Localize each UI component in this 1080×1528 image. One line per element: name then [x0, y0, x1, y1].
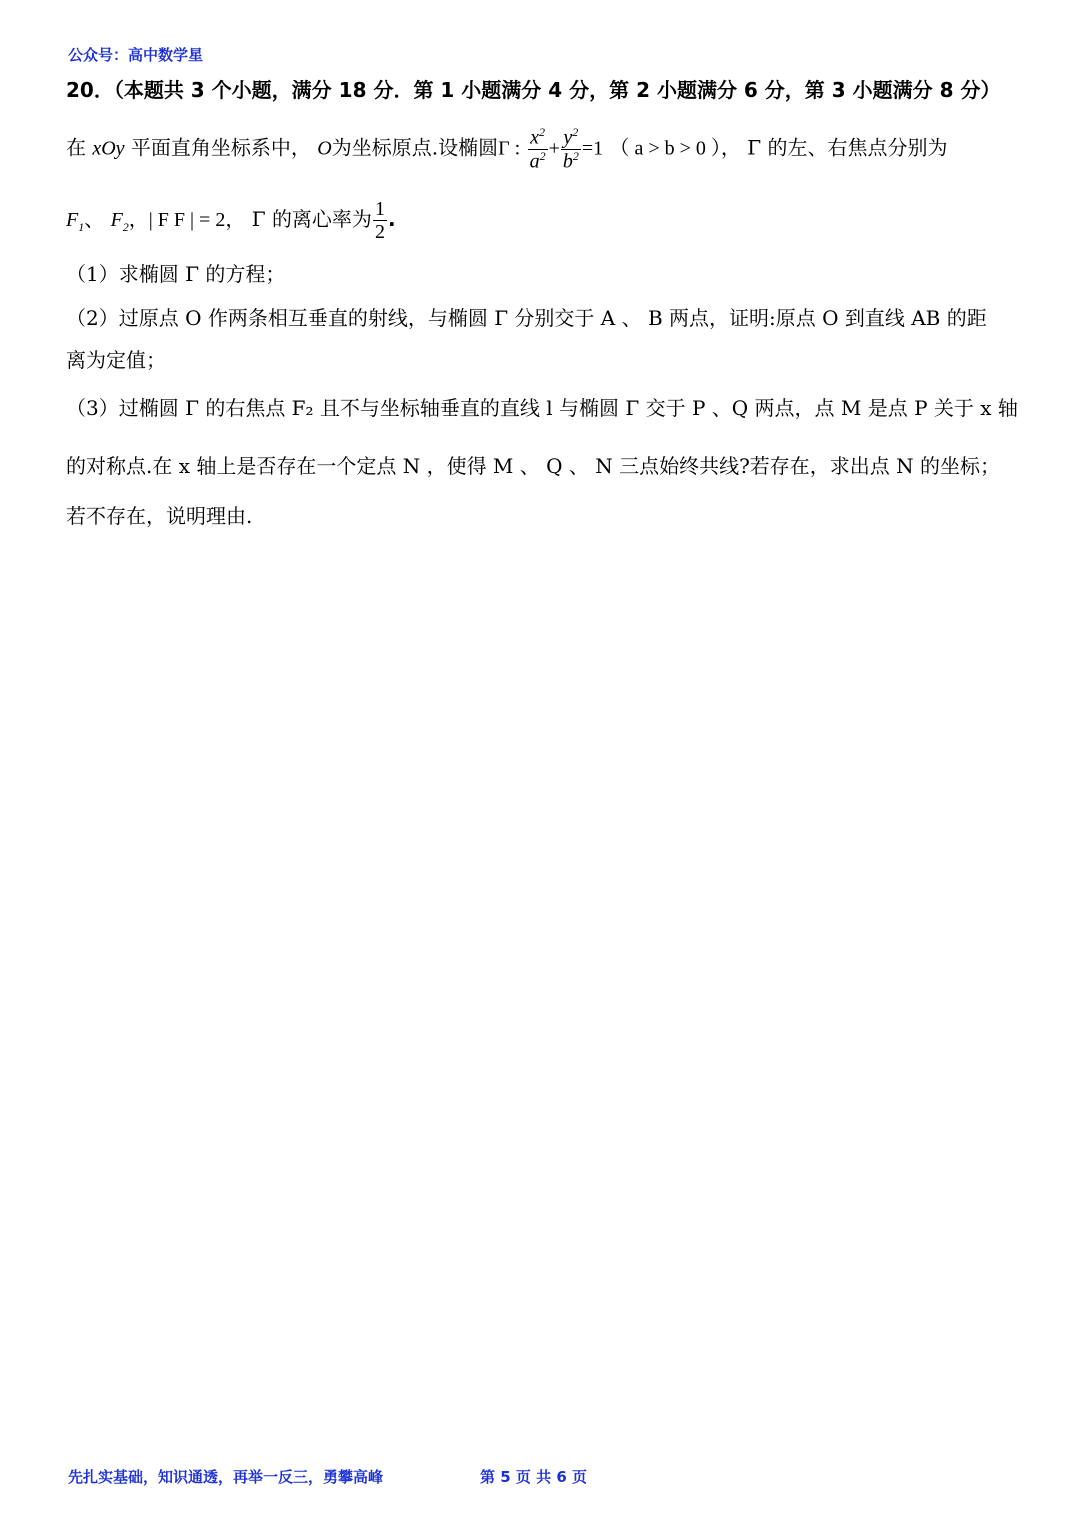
header-label: 公众号：高中数学星	[68, 46, 204, 64]
focus-f2: $F_2$	[110, 209, 129, 234]
coord-system: xOy	[92, 137, 125, 160]
stem-period: .	[387, 207, 396, 231]
part-3-line3: 若不存在，说明理由.	[66, 504, 253, 528]
problem-number: 20．	[66, 78, 114, 102]
focus-f1: $F_1$	[66, 209, 85, 234]
footer-motto: 先扎实基础，知识通透，再举一反三，勇攀高峰	[68, 1468, 384, 1486]
fraction-one-half: $\frac{1}{2}$	[374, 198, 385, 243]
equals-one: =1	[581, 137, 604, 160]
problem-heading	[66, 74, 1001, 103]
part-2-line2: 离为定值；	[66, 348, 166, 372]
plus-sign: +	[548, 137, 560, 160]
stem-d: Γ 的左、右焦点分别为	[747, 135, 948, 160]
focal-distance: ，| F F | = 2，	[128, 209, 246, 231]
stem-a: 在	[66, 135, 86, 160]
problem-intro: （本题共 3 个小题，满分 18 分．第 1 小题满分 4 分，第 2 小题满分 6 分，第 3 小题满分 8 分）	[113, 78, 1001, 102]
condition: （ a > b > 0 ），	[609, 137, 741, 160]
fraction-y-over-b: $\frac{y^2}{b^2}$	[562, 125, 579, 173]
part-2-line1: （2）过原点 O 作两条相互垂直的射线，与椭圆 Γ 分别交于 A 、 B 两点，证明:原点 O 到直线 AB 的距	[66, 306, 987, 330]
separator: 、	[84, 207, 105, 231]
stem-e: Γ 的离心率为	[251, 207, 372, 231]
stem-b: 平面直角坐标系中，	[130, 135, 311, 160]
problem-stem-line2	[66, 198, 396, 243]
stem-c: 为坐标原点.设椭圆	[331, 135, 499, 160]
fraction-x-over-a: $\frac{x^2}{a^2}$	[529, 125, 546, 173]
footer-page-number: 第 5 页 共 6 页	[480, 1468, 587, 1486]
part-3-line1: （3）过椭圆 Γ 的右焦点 F₂ 且不与坐标轴垂直的直线 l 与椭圆 Γ 交于 P 、Q 两点，点 M 是点 P 关于 x 轴	[66, 396, 1018, 420]
origin-symbol: O	[317, 137, 332, 160]
part-1: （1）求椭圆 Γ 的方程；	[66, 262, 286, 286]
problem-stem-line1	[66, 126, 948, 172]
part-3-line2: 的对称点.在 x 轴上是否存在一个定点 N ，使得 M 、 Q 、 N 三点始终共线?若存在，求出点 N 的坐标；	[66, 454, 1001, 478]
gamma-colon: Γ :	[498, 137, 521, 160]
